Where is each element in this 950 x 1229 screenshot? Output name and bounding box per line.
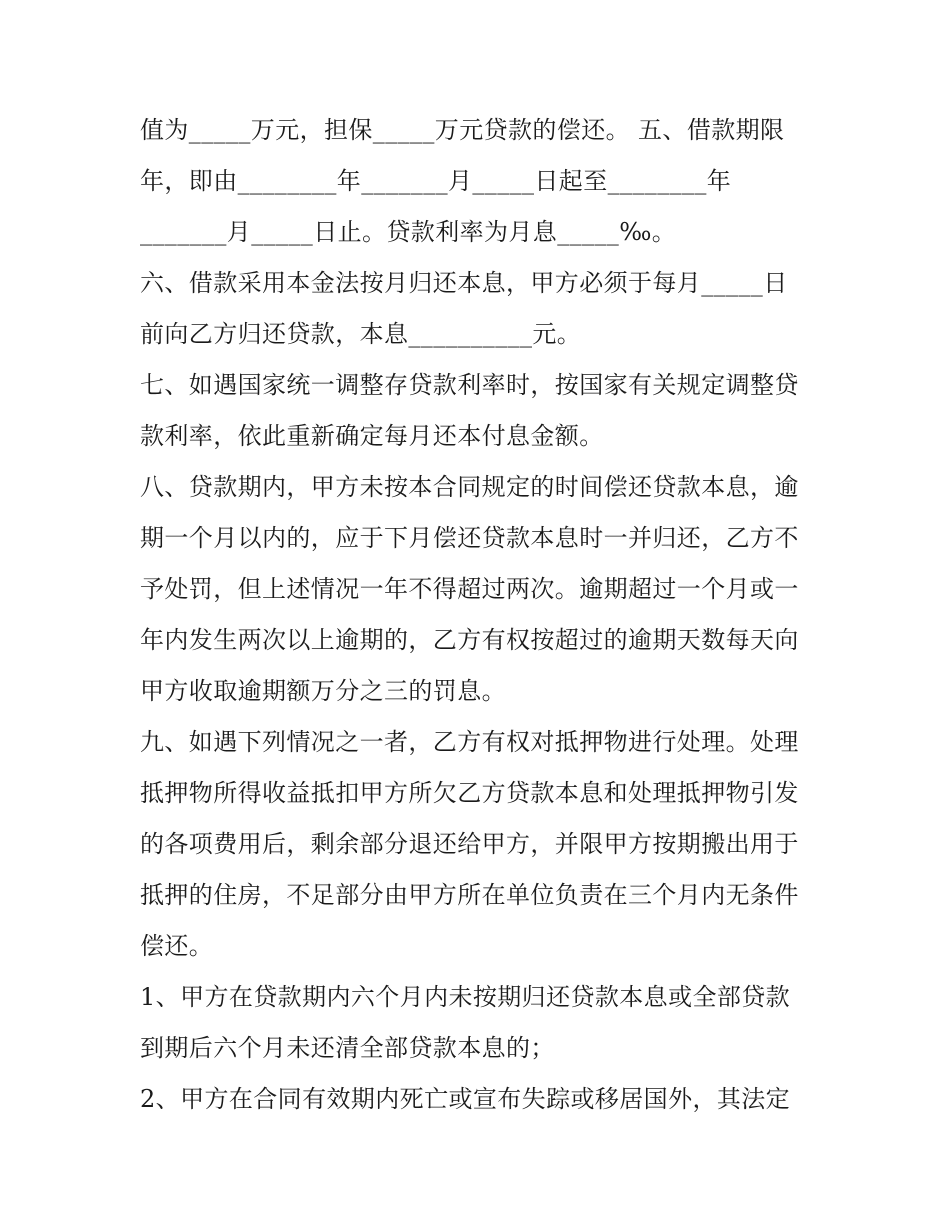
text-line: 2、甲方在合同有效期内死亡或宣布失踪或移居国外，其法定	[140, 1085, 791, 1113]
text-line: 甲方收取逾期额万分之三的罚息。	[140, 677, 506, 705]
text-line: 前向乙方归还贷款，本息__________元。	[140, 320, 582, 348]
text-line: _______月_____日止。贷款利率为月息_____‰。	[140, 218, 677, 246]
text-line: 八、贷款期内，甲方未按本合同规定的时间偿还贷款本息，逾	[140, 473, 799, 501]
text-line: 年内发生两次以上逾期的，乙方有权按超过的逾期天数每天向	[140, 626, 799, 654]
text-line: 九、如遇下列情况之一者，乙方有权对抵押物进行处理。处理	[140, 728, 799, 756]
text-line: 年，即由________年_______月_____日起至________年	[140, 167, 732, 195]
text-line: 值为_____万元，担保_____万元贷款的偿还。 五、借款期限	[140, 116, 785, 144]
text-line: 到期后六个月未还清全部贷款本息的；	[140, 1034, 555, 1062]
text-line: 偿还。	[140, 932, 214, 960]
text-line: 期一个月以内的，应于下月偿还贷款本息时一并归还，乙方不	[140, 524, 799, 552]
text-line: 的各项费用后，剩余部分退还给甲方，并限甲方按期搬出用于	[140, 830, 799, 858]
text-line: 抵押的住房，不足部分由甲方所在单位负责在三个月内无条件	[140, 881, 799, 909]
text-line: 1、甲方在贷款期内六个月内未按期归还贷款本息或全部贷款	[140, 983, 791, 1011]
text-line: 六、借款采用本金法按月归还本息，甲方必须于每月_____日	[140, 269, 788, 297]
text-line: 予处罚，但上述情况一年不得超过两次。逾期超过一个月或一	[140, 575, 799, 603]
text-line: 七、如遇国家统一调整存贷款利率时，按国家有关规定调整贷	[140, 371, 799, 399]
text-line: 款利率，依此重新确定每月还本付息金额。	[140, 422, 604, 450]
text-line: 抵押物所得收益抵扣甲方所欠乙方贷款本息和处理抵押物引发	[140, 779, 799, 807]
